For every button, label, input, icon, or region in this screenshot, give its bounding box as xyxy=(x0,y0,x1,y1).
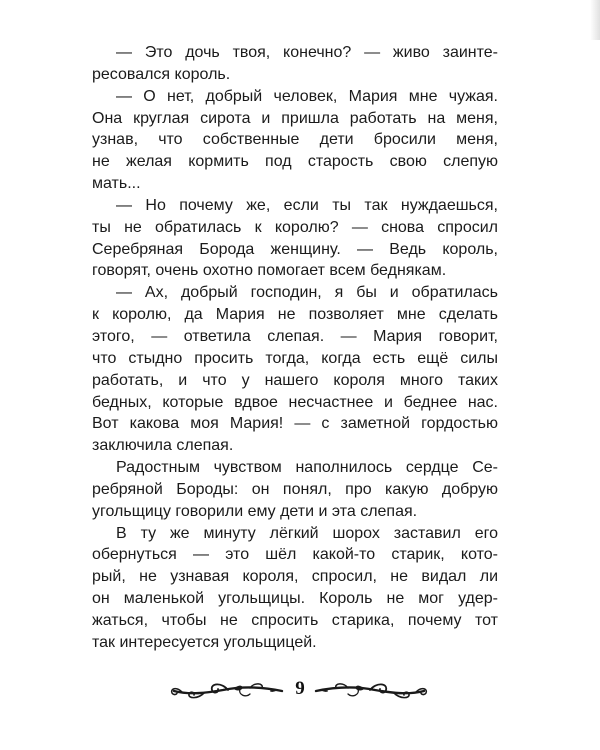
text-line: В ту же минуту лёгкий шорох заставил его xyxy=(116,524,498,542)
paragraph xyxy=(92,282,498,457)
text-line: так интересуется угольщицей. xyxy=(92,633,317,651)
text-line: говорят, очень охотно помогает всем беднякам. xyxy=(92,262,447,280)
text-line: Серебряная Борода женщину. — Ведь король, xyxy=(92,240,498,258)
paragraph xyxy=(92,86,498,195)
text-line: бедных, которые вдвое несчастнее и беднее нас. xyxy=(92,393,498,411)
text-line: рый, не узнавая короля, спросил, не видал ли xyxy=(92,568,498,586)
text-line: ты не обратилась к королю? — снова спросил xyxy=(92,218,498,236)
text-line: — Ах, добрый господин, я бы и обратилась xyxy=(116,284,498,302)
book-text xyxy=(92,42,498,654)
text-line: угольщицу говорили ему дети и эта слепая. xyxy=(92,502,418,520)
text-line: не желая кормить под старость свою слепую xyxy=(92,153,498,171)
text-line: он маленькой угольщицы. Король не мог удер- xyxy=(92,590,498,608)
paragraph xyxy=(92,42,498,86)
text-line: Вот какова моя Мария! — с заметной гордостью xyxy=(92,415,498,433)
page-footer xyxy=(0,676,600,706)
text-line: ребряной Бороды: он понял, про какую добрую xyxy=(92,480,498,498)
page-edge-shadow xyxy=(590,0,600,40)
text-line: ресовался король. xyxy=(92,65,231,83)
text-line: Она круглая сирота и пришла работать на меня, xyxy=(92,109,498,127)
paragraph xyxy=(92,457,498,523)
text-line: — Но почему же, если ты так нуждаешься, xyxy=(116,196,498,214)
text-line: узнав, что собственные дети бросили меня, xyxy=(92,131,498,149)
text-line: заключила слепая. xyxy=(92,437,234,455)
text-line: жаться, чтобы не спросить старика, почему тот xyxy=(92,611,498,629)
text-line: к королю, да Мария не позволяет мне сделать xyxy=(92,306,498,324)
text-line: работать, и что у нашего короля много таких xyxy=(92,371,498,389)
text-line: Радостным чувством наполнилось сердце Се- xyxy=(116,459,498,477)
right-ornament-icon xyxy=(314,680,430,702)
text-line: этого, — ответила слепая. — Мария говорит, xyxy=(92,327,498,345)
paragraph xyxy=(92,195,498,282)
text-line: что стыдно просить тогда, когда есть ещё силы xyxy=(92,349,498,367)
text-line: мать... xyxy=(92,175,141,193)
paragraph xyxy=(92,523,498,654)
page-number: 9 xyxy=(295,678,305,699)
text-line: обернуться — это шёл какой-то старик, кото- xyxy=(92,546,498,564)
text-line: — О нет, добрый человек, Мария мне чужая. xyxy=(116,87,498,105)
text-line: — Это дочь твоя, конечно? — живо заинте- xyxy=(116,44,498,61)
